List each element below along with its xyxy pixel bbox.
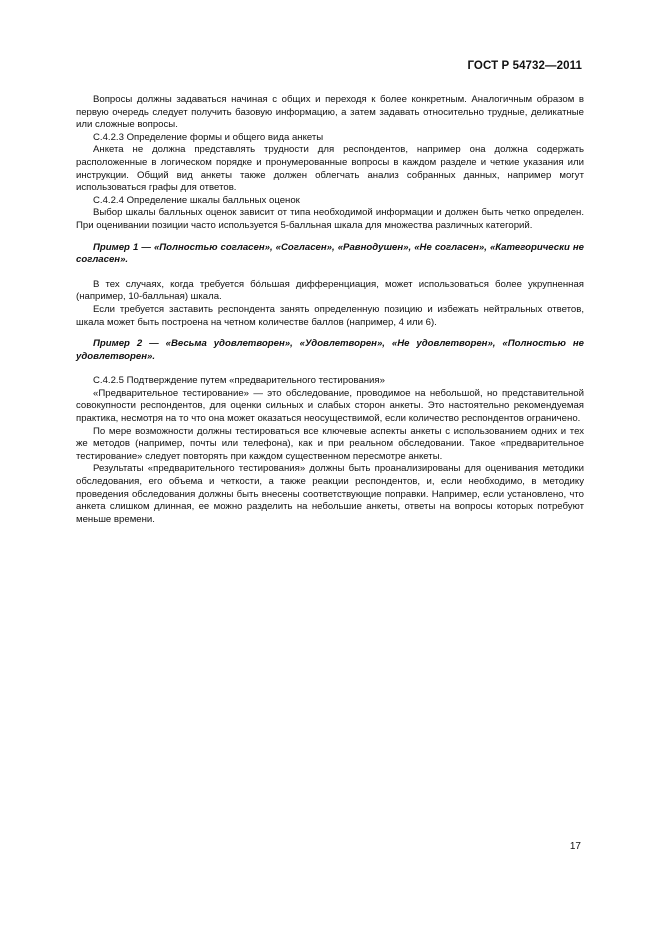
section-heading: С.4.2.4 Определение шкалы балльных оценок [93, 194, 300, 206]
section-heading: С.4.2.5 Подтверждение путем «предварительного тестирования» [93, 375, 385, 387]
page-body [76, 94, 584, 526]
paragraph: Выбор шкалы балльных оценок зависит от типа необходимой информации и должен быть четко определен. При оценивании позиции часто используется 5-балльная шкала для множества различных категорий. [76, 207, 584, 231]
paragraph: В тех случаях, когда требуется бóльшая дифференциация, может использоваться более укрупненная (например, 10-балльная) шкала. [76, 278, 584, 303]
section-heading: С.4.2.3 Определение формы и общего вида анкеты [93, 131, 324, 143]
document-code: ГОСТ Р 54732—2011 [467, 60, 582, 72]
paragraph: Анкета не должна представлять трудности для респондентов, например она должна содержать расположенные в логическом порядке и пронумерованные вопросы в каждом разделе и четкие указания или инструкции. Общий вид анкеты также должен облегчать анализ собранных данных, например могут использоваться графы для ответов. [76, 144, 584, 194]
paragraph: Вопросы должны задаваться начиная с общих и переходя к более конкретным. Аналогичным образом в первую очередь следует получить базовую информацию, а затем задавать относительно трудные, деликатные или сложные вопросы. [76, 94, 584, 131]
paragraph: «Предварительное тестирование» — это обследование, проводимое на небольшой, но представительной совокупности респондентов, для оценки сильных и слабых сторон анкеты. Это настоятельно рекомендуемая практика, несмотря на то что она может оказаться неосуществимой, если количество респондентов ограничено. [76, 387, 584, 425]
paragraph: По мере возможности должны тестироваться все ключевые аспекты анкеты с использованием одних и тех же методов (например, почты или телефона), как и при реальном обследовании. Такое «предварительное тестирование» следует повторять при каждом существенном пересмотре анкеты. [76, 425, 584, 462]
page-number: 17 [569, 841, 581, 852]
example-note: Пример 1 — «Полностью согласен», «Согласен», «Равнодушен», «Не согласен», «Категорически не согласен». [76, 241, 584, 266]
paragraph: Результаты «предварительного тестирования» должны быть проанализированы для оценивания методики обследования, его объема и четкости, а также реакции респондентов, и, если необходимо, в методику проведения обследования должны быть внесены соответствующие поправки. Например, если установлено, что анкета слишком длинная, ее можно разделить на небольшие анкеты, ответы на вопросы которых потребуют меньше времени. [76, 463, 584, 525]
example-note: Пример 2 — «Весьма удовлетворен», «Удовлетворен», «Не удовлетворен», «Полностью не удовлетворен». [76, 338, 584, 362]
paragraph: Если требуется заставить респондента занять определенную позицию и избежать нейтральных ответов, шкала может быть построена на четном количестве баллов (например, 4 или 6). [76, 303, 584, 328]
